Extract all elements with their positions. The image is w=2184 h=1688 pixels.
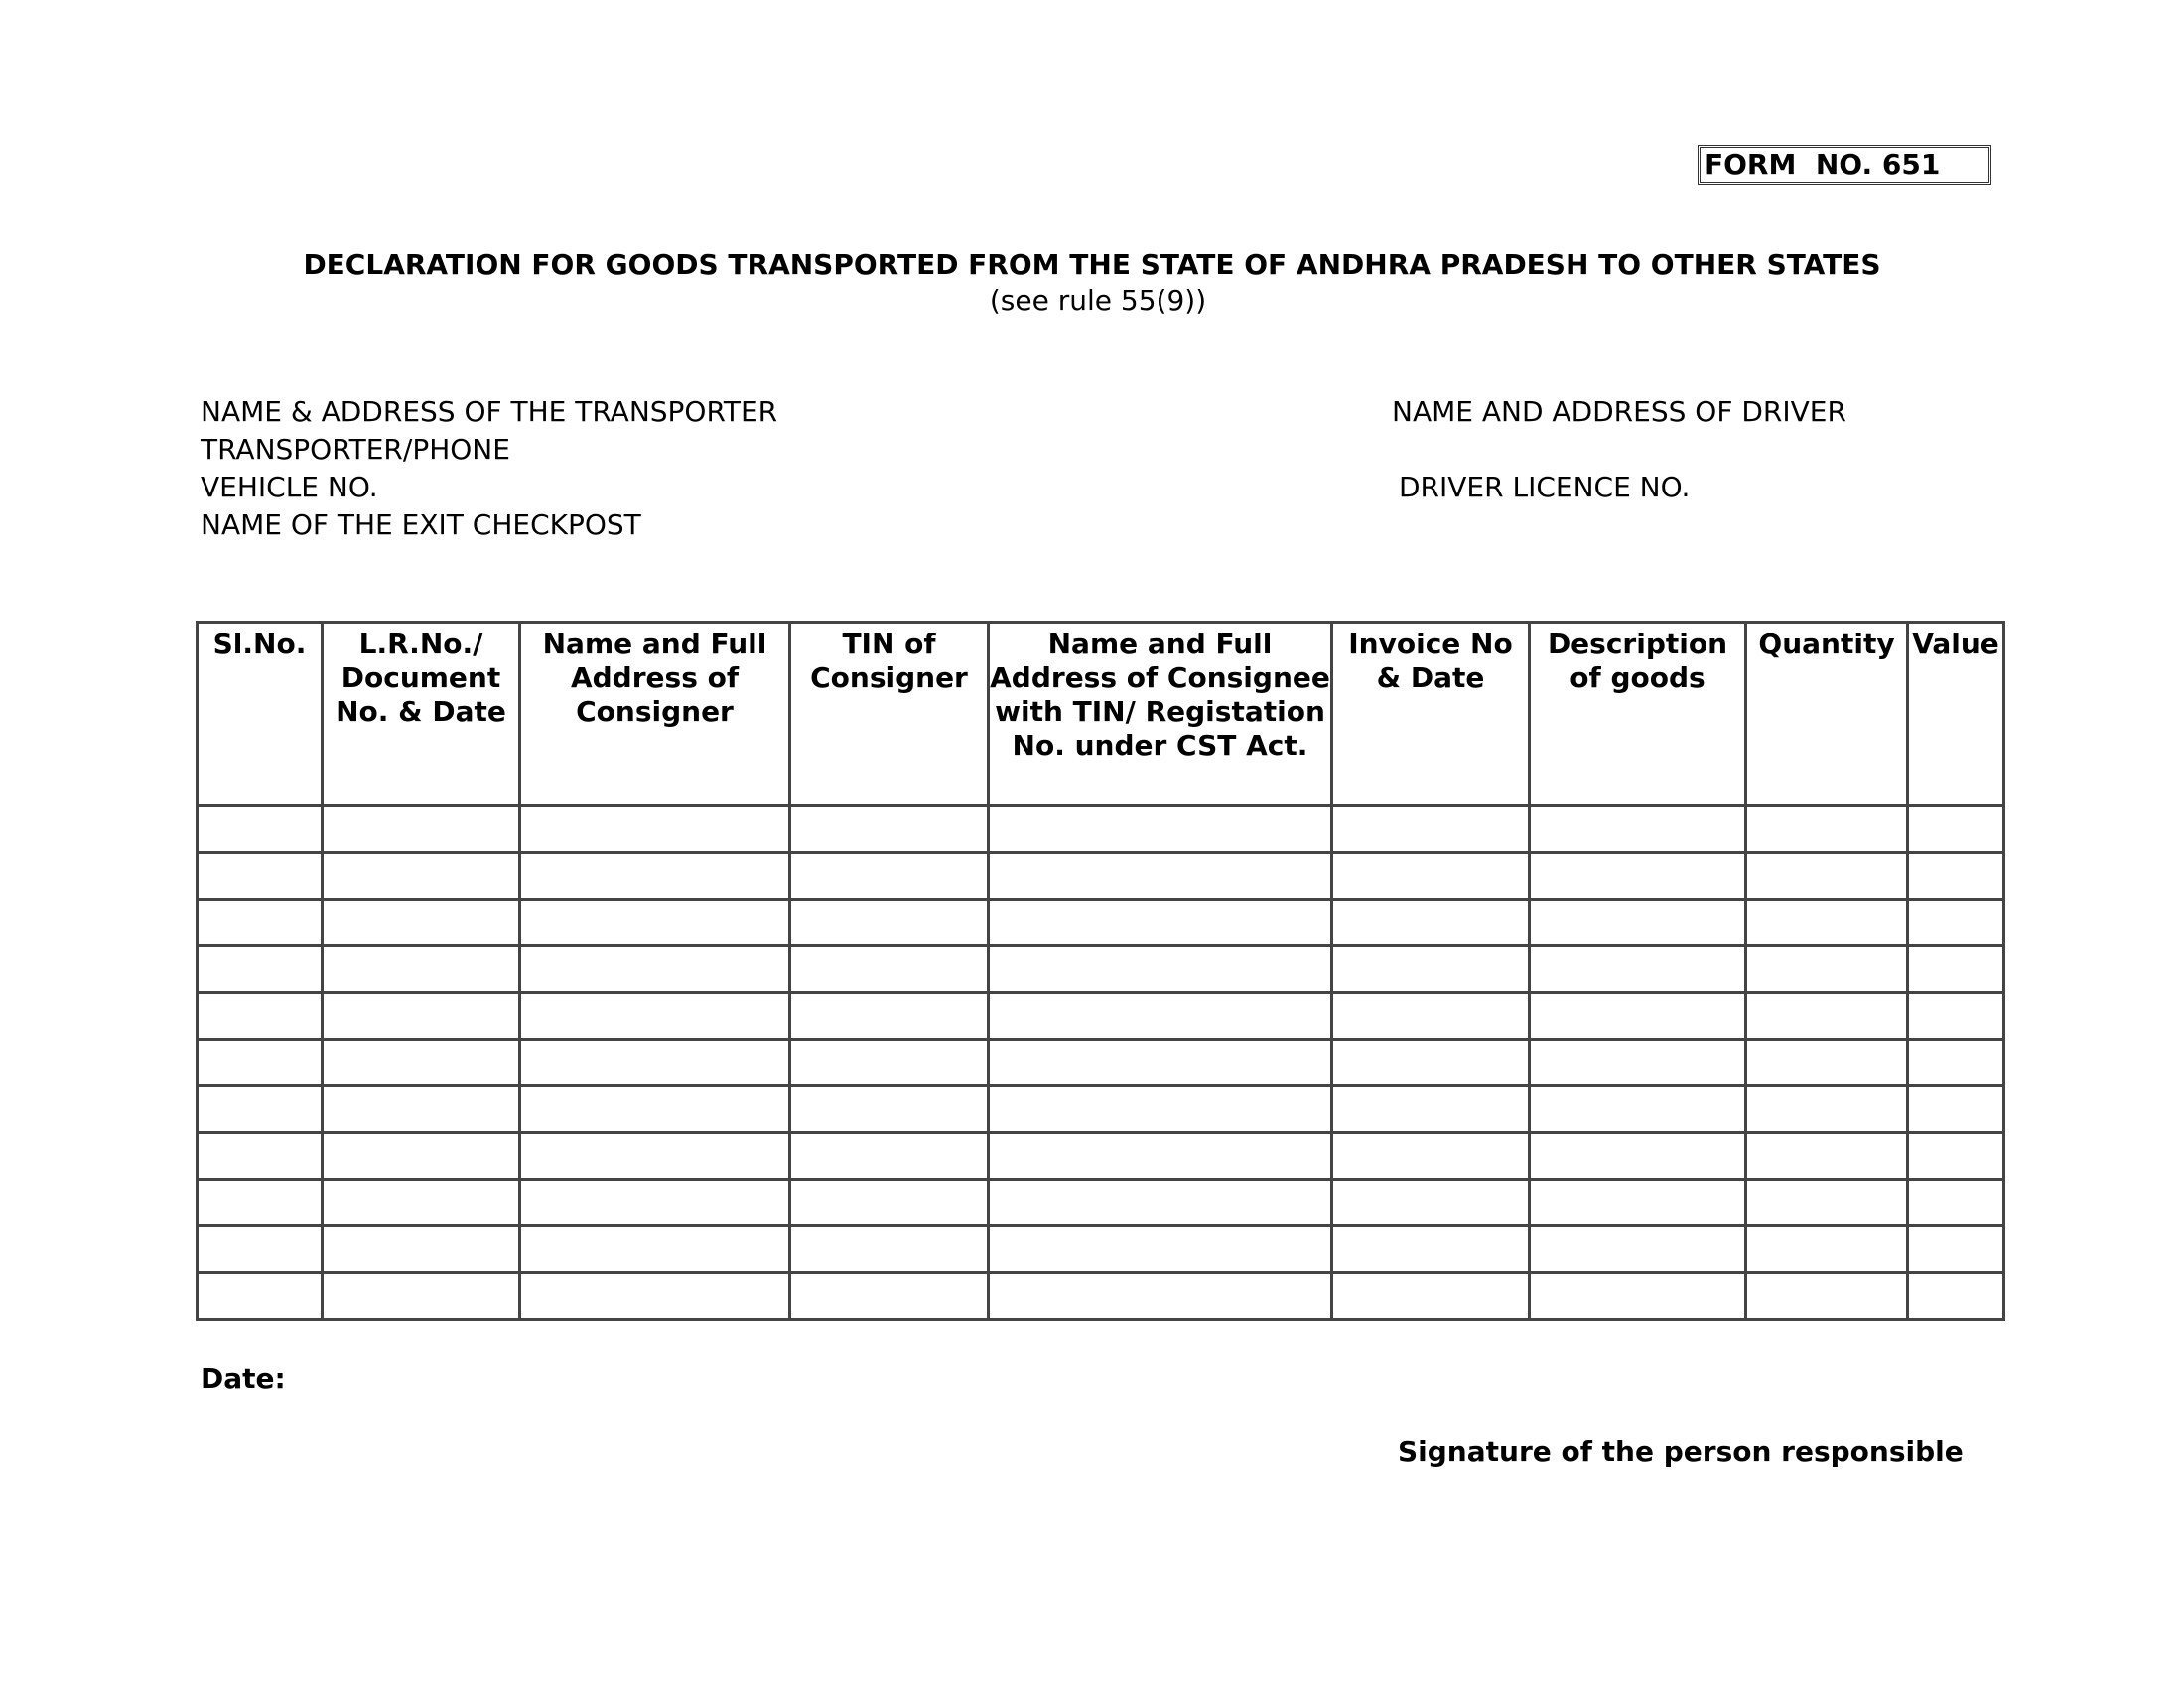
table-cell[interactable] [198,946,323,993]
table-cell[interactable] [1746,900,1908,946]
table-row [198,1040,2004,1086]
table-cell[interactable] [323,993,520,1040]
table-cell[interactable] [1332,1040,1530,1086]
page-title: DECLARATION FOR GOODS TRANSPORTED FROM THE STATE OF ANDHRA PRADESH TO OTHER STATES [303,248,1881,281]
table-cell[interactable] [198,1180,323,1226]
table-cell[interactable] [989,1273,1332,1320]
table-cell[interactable] [1332,993,1530,1040]
table-cell[interactable] [790,900,989,946]
table-cell[interactable] [1530,806,1746,853]
table-cell[interactable] [323,1133,520,1180]
table-cell[interactable] [1908,900,2004,946]
table-cell[interactable] [520,900,790,946]
table-cell[interactable] [198,1040,323,1086]
table-cell[interactable] [1332,1086,1530,1133]
table-cell[interactable] [989,1133,1332,1180]
table-cell[interactable] [989,1086,1332,1133]
header-value: Value [1908,623,2004,806]
table-cell[interactable] [1746,1133,1908,1180]
table-cell[interactable] [1332,853,1530,900]
driver-licence-label: DRIVER LICENCE NO. [1399,471,1691,503]
table-cell[interactable] [790,1180,989,1226]
table-cell[interactable] [989,1040,1332,1086]
table-cell[interactable] [520,1226,790,1273]
table-cell[interactable] [790,946,989,993]
table-row [198,853,2004,900]
table-cell[interactable] [1530,1226,1746,1273]
table-cell[interactable] [1530,1040,1746,1086]
table-cell[interactable] [1530,946,1746,993]
table-cell[interactable] [323,806,520,853]
driver-licence-info [1399,469,1690,506]
table-row [198,1133,2004,1180]
table-cell[interactable] [1908,946,2004,993]
table-cell[interactable] [520,1133,790,1180]
header-consigner-address: Name and Full Address of Consigner [520,623,790,806]
table-body [198,806,2004,1320]
table-row [198,1273,2004,1320]
header-quantity: Quantity [1746,623,1908,806]
table-cell[interactable] [989,853,1332,900]
table-row [198,900,2004,946]
header-lr-no: L.R.No./ Document No. & Date [323,623,520,806]
table-cell[interactable] [989,1180,1332,1226]
date-label: Date: [201,1362,286,1395]
table-row [198,1226,2004,1273]
page-subtitle: (see rule 55(9)) [989,284,1207,317]
table-cell[interactable] [1332,1180,1530,1226]
form-number-box: FORM NO. 651 [1698,145,1991,185]
table-cell[interactable] [198,1086,323,1133]
table-cell[interactable] [1746,806,1908,853]
table-cell[interactable] [1332,1226,1530,1273]
table-cell[interactable] [989,806,1332,853]
table-cell[interactable] [520,993,790,1040]
table-cell[interactable] [520,1273,790,1320]
table-cell[interactable] [323,1273,520,1320]
table-cell[interactable] [1332,900,1530,946]
table-cell[interactable] [790,1086,989,1133]
table-cell[interactable] [1530,900,1746,946]
table-cell[interactable] [1908,1180,2004,1226]
table-cell[interactable] [989,1226,1332,1273]
table-cell[interactable] [1746,1040,1908,1086]
table-cell[interactable] [1908,1226,2004,1273]
table-cell[interactable] [1746,1273,1908,1320]
table-row [198,1180,2004,1226]
table-cell[interactable] [1908,853,2004,900]
table-cell[interactable] [790,993,989,1040]
table-cell[interactable] [1908,1273,2004,1320]
table-cell[interactable] [520,806,790,853]
table-row [198,993,2004,1040]
table-cell[interactable] [1908,1133,2004,1180]
table-cell[interactable] [1530,1180,1746,1226]
table-cell[interactable] [1332,806,1530,853]
table-cell[interactable] [1530,1273,1746,1320]
table-cell[interactable] [1908,1086,2004,1133]
table-row [198,806,2004,853]
table-cell[interactable] [1746,993,1908,1040]
table-cell[interactable] [1332,1273,1530,1320]
goods-table [196,621,2005,1321]
transporter-phone-label: TRANSPORTER/PHONE [201,433,510,466]
table-cell[interactable] [790,1040,989,1086]
table-cell[interactable] [1530,853,1746,900]
table-cell[interactable] [323,1180,520,1226]
table-cell[interactable] [1746,946,1908,993]
table-cell[interactable] [198,1273,323,1320]
table-cell[interactable] [989,993,1332,1040]
table-cell[interactable] [323,1226,520,1273]
table-header-row [198,623,2004,806]
table-row [198,946,2004,993]
signature-label: Signature of the person responsible [1398,1435,1964,1468]
table-cell[interactable] [790,1273,989,1320]
table-cell[interactable] [1746,1226,1908,1273]
table-cell[interactable] [989,946,1332,993]
table-cell[interactable] [1908,806,2004,853]
table-row [198,1086,2004,1133]
table-cell[interactable] [323,900,520,946]
table-cell[interactable] [1746,853,1908,900]
table-cell[interactable] [1530,1133,1746,1180]
header-description: Description of goods [1530,623,1746,806]
table-cell[interactable] [323,853,520,900]
table-cell[interactable] [520,946,790,993]
table-cell[interactable] [520,1180,790,1226]
transporter-info [201,393,777,544]
header-sl-no: Sl.No. [198,623,323,806]
table-cell[interactable] [1530,993,1746,1040]
table-cell[interactable] [323,1086,520,1133]
table-cell[interactable] [198,1226,323,1273]
table-cell[interactable] [198,993,323,1040]
table-cell[interactable] [198,806,323,853]
table-cell[interactable] [989,900,1332,946]
table-cell[interactable] [198,853,323,900]
table-cell[interactable] [1746,1180,1908,1226]
header-invoice: Invoice No & Date [1332,623,1530,806]
table-cell[interactable] [1332,946,1530,993]
table-cell[interactable] [198,900,323,946]
table-cell[interactable] [1332,1133,1530,1180]
table-cell[interactable] [790,806,989,853]
header-consignee-address: Name and Full Address of Consignee with TIN/ Registation No. under CST Act. [989,623,1332,806]
table-cell[interactable] [1746,1086,1908,1133]
table-cell[interactable] [1530,1086,1746,1133]
vehicle-no-label: VEHICLE NO. [201,471,378,503]
table-cell[interactable] [790,853,989,900]
table-cell[interactable] [323,946,520,993]
table-cell[interactable] [790,1133,989,1180]
table-cell[interactable] [323,1040,520,1086]
exit-checkpost-label: NAME OF THE EXIT CHECKPOST [201,508,641,541]
transporter-name-address-label: NAME & ADDRESS OF THE TRANSPORTER [201,395,778,428]
table-cell[interactable] [198,1133,323,1180]
table-cell[interactable] [1908,1040,2004,1086]
table-cell[interactable] [1908,993,2004,1040]
table-cell[interactable] [790,1226,989,1273]
table-cell[interactable] [520,853,790,900]
table-cell[interactable] [520,1040,790,1086]
driver-name-address-label: NAME AND ADDRESS OF DRIVER [1392,395,1846,428]
header-consigner-tin: TIN of Consigner [790,623,989,806]
driver-info [1392,393,1846,431]
table-cell[interactable] [520,1086,790,1133]
